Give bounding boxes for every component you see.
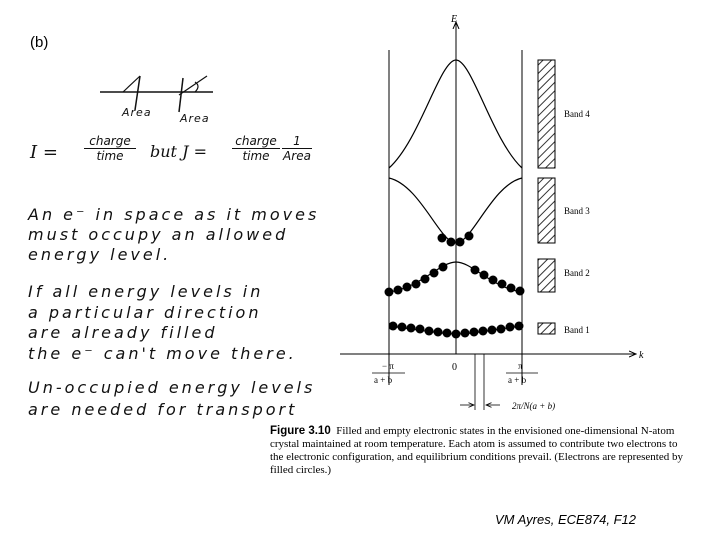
current-density-lhs: but J = (150, 142, 207, 161)
caption-line-4: filled circles.) (270, 464, 332, 476)
area-numerator: 1 (293, 134, 301, 148)
area-label-left: Area (122, 106, 152, 119)
current-numerator: charge (89, 134, 131, 148)
caption-line-2: crystal maintained at room temperature. Each atom is assumed to contribute two electrons to (270, 438, 678, 450)
note-line-4: If all energy levels in (28, 282, 264, 301)
slide-footer: VM Ayres, ECE874, F12 (495, 512, 637, 527)
band-1-label: Band 1 (564, 325, 590, 335)
note-line-8: Un-occupied energy levels (28, 378, 316, 397)
note-line-3: energy level. (28, 245, 172, 264)
k-left-denominator: a + b (374, 375, 393, 385)
electron (438, 234, 447, 243)
band-4-box (538, 60, 555, 168)
k-right-denominator: a + b (508, 375, 527, 385)
note-line-7: the e⁻ can't move there. (28, 344, 297, 363)
area-label-right: Area (180, 112, 210, 125)
band-3-label: Band 3 (564, 206, 590, 216)
band-2-label: Band 2 (564, 268, 590, 278)
energy-axis-label: E (451, 14, 458, 25)
area-denominator: Area (283, 149, 311, 163)
slide-label: (b) (30, 34, 49, 51)
cd-numerator: charge (235, 134, 277, 148)
origin-label: 0 (452, 362, 457, 373)
figure-caption (270, 425, 720, 477)
caption-line-1: Filled and empty electronic states in the envisioned one-dimensional N-atom (336, 425, 675, 437)
band-3-box (538, 178, 555, 243)
band-1-box (538, 323, 555, 334)
k-right-numerator: π (518, 361, 523, 371)
band-4-label: Band 4 (564, 109, 590, 119)
caption-line-3: the electronic configuration, and equilibrium conditions prevail. (Electrons are represented by (270, 451, 683, 463)
note-line-1: An e⁻ in space as it moves (28, 205, 320, 224)
electron (456, 238, 465, 247)
spacing-label: 2π/N(a + b) (512, 401, 556, 411)
band-2-electrons (385, 263, 525, 297)
note-line-2: must occupy an allowed (28, 225, 289, 244)
note-line-6: are already filled (28, 323, 218, 342)
band-2-box (538, 259, 555, 292)
note-line-9: are needed for transport (28, 400, 298, 419)
caption-title: Figure 3.10 (270, 425, 331, 437)
note-line-5: a particular direction (28, 303, 262, 322)
k-left-numerator: − π (382, 361, 394, 371)
current-denominator: time (84, 148, 136, 163)
cd-denominator: time (232, 148, 280, 163)
electron (465, 232, 474, 241)
k-axis-label: k (639, 350, 644, 361)
electron (447, 238, 456, 247)
current-lhs: I = (30, 142, 58, 163)
